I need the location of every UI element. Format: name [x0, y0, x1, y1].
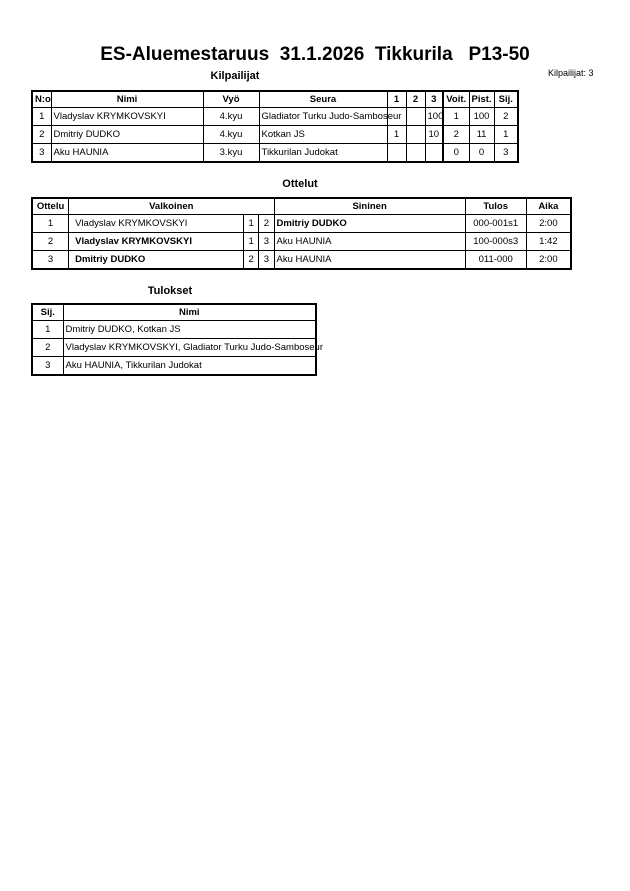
white-fighter: Vladyslav KRYMKOVSKYI — [69, 233, 244, 251]
match-result: 011-000 — [465, 251, 526, 270]
col-points: Pist. — [469, 91, 494, 108]
competitor-club: Gladiator Turku Judo-Samboseur — [259, 108, 387, 126]
competitor-club: Tikkurilan Judokat — [259, 144, 387, 163]
competitors-heading: Kilpailijat — [210, 70, 260, 82]
competitor-place: 2 — [494, 108, 518, 126]
col-white: Valkoinen — [69, 198, 274, 215]
col-belt: Vyö — [203, 91, 259, 108]
table-row — [32, 215, 571, 233]
match-time: 2:00 — [526, 251, 571, 270]
round-2-score — [406, 126, 425, 144]
matches-table — [31, 197, 572, 270]
competitor-belt: 4.kyu — [203, 126, 259, 144]
blue-fighter-no: 3 — [259, 251, 274, 270]
competitor-name: Aku HAUNIA — [51, 144, 203, 163]
result-place: 1 — [32, 321, 63, 339]
competitor-belt: 3.kyu — [203, 144, 259, 163]
col-r2: 2 — [406, 91, 425, 108]
blue-fighter-no: 3 — [259, 233, 274, 251]
competitor-place: 3 — [494, 144, 518, 163]
col-no: N:o — [32, 91, 51, 108]
round-3-score — [425, 144, 443, 163]
blue-fighter-no: 2 — [259, 215, 274, 233]
competitor-wins: 0 — [443, 144, 469, 163]
match-time: 1:42 — [526, 233, 571, 251]
white-fighter: Dmitriy DUDKO — [69, 251, 244, 270]
round-3-score: 100 — [425, 108, 443, 126]
blue-fighter: Dmitriy DUDKO — [274, 215, 465, 233]
competitors-table — [31, 90, 519, 163]
match-number: 1 — [32, 215, 69, 233]
competitor-points: 11 — [469, 126, 494, 144]
round-1-score: 1 — [387, 126, 406, 144]
result-name: Dmitriy DUDKO, Kotkan JS — [63, 321, 316, 339]
matches-heading: Ottelut — [282, 178, 318, 190]
col-r1: 1 — [387, 91, 406, 108]
col-r3: 3 — [425, 91, 443, 108]
result-name: Aku HAUNIA, Tikkurilan Judokat — [63, 357, 316, 376]
white-fighter-no: 2 — [244, 251, 259, 270]
col-wins: Voit. — [443, 91, 469, 108]
result-place: 2 — [32, 339, 63, 357]
col-time: Aika — [526, 198, 571, 215]
table-row — [32, 233, 571, 251]
competitors-header-row — [32, 91, 518, 108]
competitor-no: 1 — [32, 108, 51, 126]
results-heading: Tulokset — [147, 285, 193, 297]
competitor-points: 0 — [469, 144, 494, 163]
table-row — [32, 251, 571, 270]
blue-fighter: Aku HAUNIA — [274, 233, 465, 251]
blue-fighter: Aku HAUNIA — [274, 251, 465, 270]
results-table — [31, 303, 323, 376]
competitor-place: 1 — [494, 126, 518, 144]
round-2-score — [406, 108, 425, 126]
round-3-score: 10 — [425, 126, 443, 144]
result-place: 3 — [32, 357, 63, 376]
competitor-points: 100 — [469, 108, 494, 126]
round-1-score — [387, 144, 406, 163]
col-blue: Sininen — [274, 198, 465, 215]
col-result: Tulos — [465, 198, 526, 215]
competitor-wins: 2 — [443, 126, 469, 144]
match-number: 3 — [32, 251, 69, 270]
white-fighter: Vladyslav KRYMKOVSKYI — [69, 215, 244, 233]
table-row — [32, 126, 518, 144]
white-fighter-no: 1 — [244, 233, 259, 251]
table-row — [32, 144, 518, 163]
competitor-club: Kotkan JS — [259, 126, 387, 144]
competitor-no: 3 — [32, 144, 51, 163]
col-result-name: Nimi — [63, 304, 316, 321]
match-result: 100-000s3 — [465, 233, 526, 251]
table-row — [32, 357, 316, 376]
white-fighter-no: 1 — [244, 215, 259, 233]
table-row — [32, 321, 316, 339]
col-result-place: Sij. — [32, 304, 63, 321]
matches-header-row — [32, 198, 571, 215]
competitor-belt: 4.kyu — [203, 108, 259, 126]
col-name: Nimi — [51, 91, 203, 108]
match-time: 2:00 — [526, 215, 571, 233]
competitor-count: Kilpailijat: 3 — [548, 68, 594, 78]
result-name: Vladyslav KRYMKOVSKYI, Gladiator Turku Judo-Samboseur — [63, 339, 316, 357]
page-title: ES-Aluemestaruus 31.1.2026 Tikkurila P13-50 — [100, 44, 530, 65]
col-place: Sij. — [494, 91, 518, 108]
competitor-name: Dmitriy DUDKO — [51, 126, 203, 144]
col-match: Ottelu — [32, 198, 69, 215]
table-row — [32, 108, 518, 126]
results-header-row — [32, 304, 316, 321]
table-row — [32, 339, 316, 357]
competitor-wins: 1 — [443, 108, 469, 126]
match-result: 000-001s1 — [465, 215, 526, 233]
round-2-score — [406, 144, 425, 163]
competitor-name: Vladyslav KRYMKOVSKYI — [51, 108, 203, 126]
match-number: 2 — [32, 233, 69, 251]
col-club: Seura — [259, 91, 387, 108]
competitor-no: 2 — [32, 126, 51, 144]
